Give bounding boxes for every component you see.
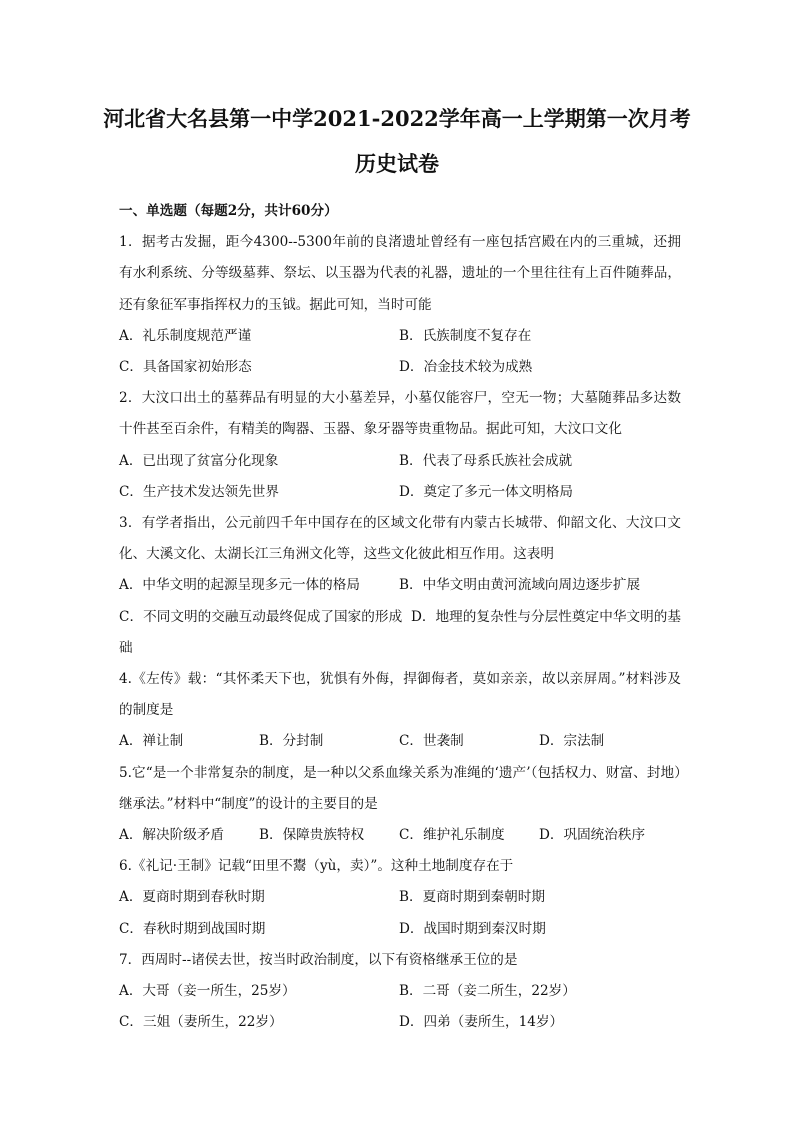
option-a: A．已出现了贫富分化现象 [119, 452, 279, 469]
question-3 [119, 508, 681, 664]
option-a: A．禅让制 [119, 733, 184, 750]
option-b: B．二哥（妾二所生，22岁） [399, 983, 576, 1000]
section-heading: 一、单选题（每题2分，共计60分） [119, 203, 338, 219]
option-b: B．分封制 [259, 733, 324, 750]
option-d: D．巩固统治秩序 [539, 827, 646, 844]
exam-subject-title: 历史试卷 [355, 151, 439, 176]
option-row [119, 820, 681, 851]
option-b: B．保障贵族特权 [259, 827, 365, 844]
option-a: A．礼乐制度规范严谨 [119, 327, 252, 344]
question-stem: 5.它“是一个非常复杂的制度，是一种以父系血缘关系为准绳的‘遗产’（包括权力、财富、封地）继承法。”材料中“制度”的设计的主要目的是 [119, 764, 681, 812]
option-a: A．解决阶级矛盾 [119, 827, 224, 844]
exam-content [119, 196, 681, 1038]
option-a: A．大哥（妾一所生，25岁） [119, 983, 296, 1000]
question-stem: 3．有学者指出，公元前四千年中国存在的区域文化带有内蒙古长城带、仰韶文化、大汶口文化、大溪文化、太湖长江三角洲文化等，这些文化彼此相互作用。这表明 [119, 515, 681, 563]
question-6 [119, 851, 681, 945]
option-row [119, 976, 681, 1007]
question-stem: 6.《礼记·王制》记载“田里不鬻（yù，卖）”。这种土地制度存在于 [119, 858, 514, 875]
option-d: D．冶金技术较为成熟 [399, 359, 533, 376]
option-c: C．不同文明的交融互动最终促成了国家的形成 [119, 608, 403, 625]
exam-title: 河北省大名县第一中学2021-2022学年高一上学期第一次月考 [103, 106, 691, 131]
question-2 [119, 383, 681, 508]
question-stem: 7．西周时--诸侯去世，按当时政治制度，以下有资格继承王位的是 [119, 951, 518, 968]
option-d: D．宗法制 [539, 733, 605, 750]
option-a: A．中华文明的起源呈现多元一体的格局 [119, 577, 360, 594]
option-row [119, 477, 681, 508]
question-stem: 1．据考古发掘，距今4300--5300年前的良渚遗址曾经有一座包括宫殿在内的三重城，还拥有水利系统、分等级墓葬、祭坛、以玉器为代表的礼器，遗址的一个里往往有上百件随葬品，还有象征军事指挥权力的玉钺。据此可知，当时可能 [119, 234, 681, 313]
option-c: C．三姐（妻所生，22岁） [119, 1014, 283, 1031]
option-b: B．夏商时期到秦朝时期 [399, 889, 545, 906]
option-row [119, 446, 681, 477]
option-row [119, 1007, 681, 1038]
option-row-wrapped [119, 602, 681, 664]
option-c: C．维护礼乐制度 [399, 827, 505, 844]
option-row [119, 726, 681, 757]
option-row [119, 882, 681, 913]
option-row [119, 352, 681, 383]
question-4 [119, 664, 681, 758]
question-stem: 2．大汶口出土的墓葬品有明显的大小墓差异，小墓仅能容尸，空无一物；大墓随葬品多达数十件甚至百余件，有精美的陶器、玉器、象牙器等贵重物品。据此可知，大汶口文化 [119, 390, 681, 438]
option-row [119, 321, 681, 352]
question-7 [119, 945, 681, 1039]
question-stem: 4.《左传》载：“其怀柔天下也，犹惧有外侮，捍御侮者，莫如亲亲，故以亲屏周。”材料涉及的制度是 [119, 671, 681, 719]
option-row [119, 914, 681, 945]
option-b: B．中华文明由黄河流域向周边逐步扩展 [399, 577, 641, 594]
option-c: C．具备国家初始形态 [119, 359, 252, 376]
option-b: B．代表了母系氏族社会成就 [399, 452, 573, 469]
option-d: D．奠定了多元一体文明格局 [399, 483, 574, 500]
option-row [119, 570, 681, 601]
option-c: C．春秋时期到战国时期 [119, 920, 266, 937]
option-c: C．生产技术发达领先世界 [119, 483, 279, 500]
option-a: A．夏商时期到春秋时期 [119, 889, 265, 906]
option-b: B．氏族制度不复存在 [399, 327, 532, 344]
option-d: D．地理的复杂性与分层性奠定中华文明的基础 [119, 608, 681, 656]
question-5 [119, 758, 681, 852]
option-c: C．世袭制 [399, 733, 464, 750]
option-d: D．四弟（妻所生，14岁） [399, 1014, 564, 1031]
question-1 [119, 227, 681, 383]
option-d: D．战国时期到秦汉时期 [399, 920, 546, 937]
